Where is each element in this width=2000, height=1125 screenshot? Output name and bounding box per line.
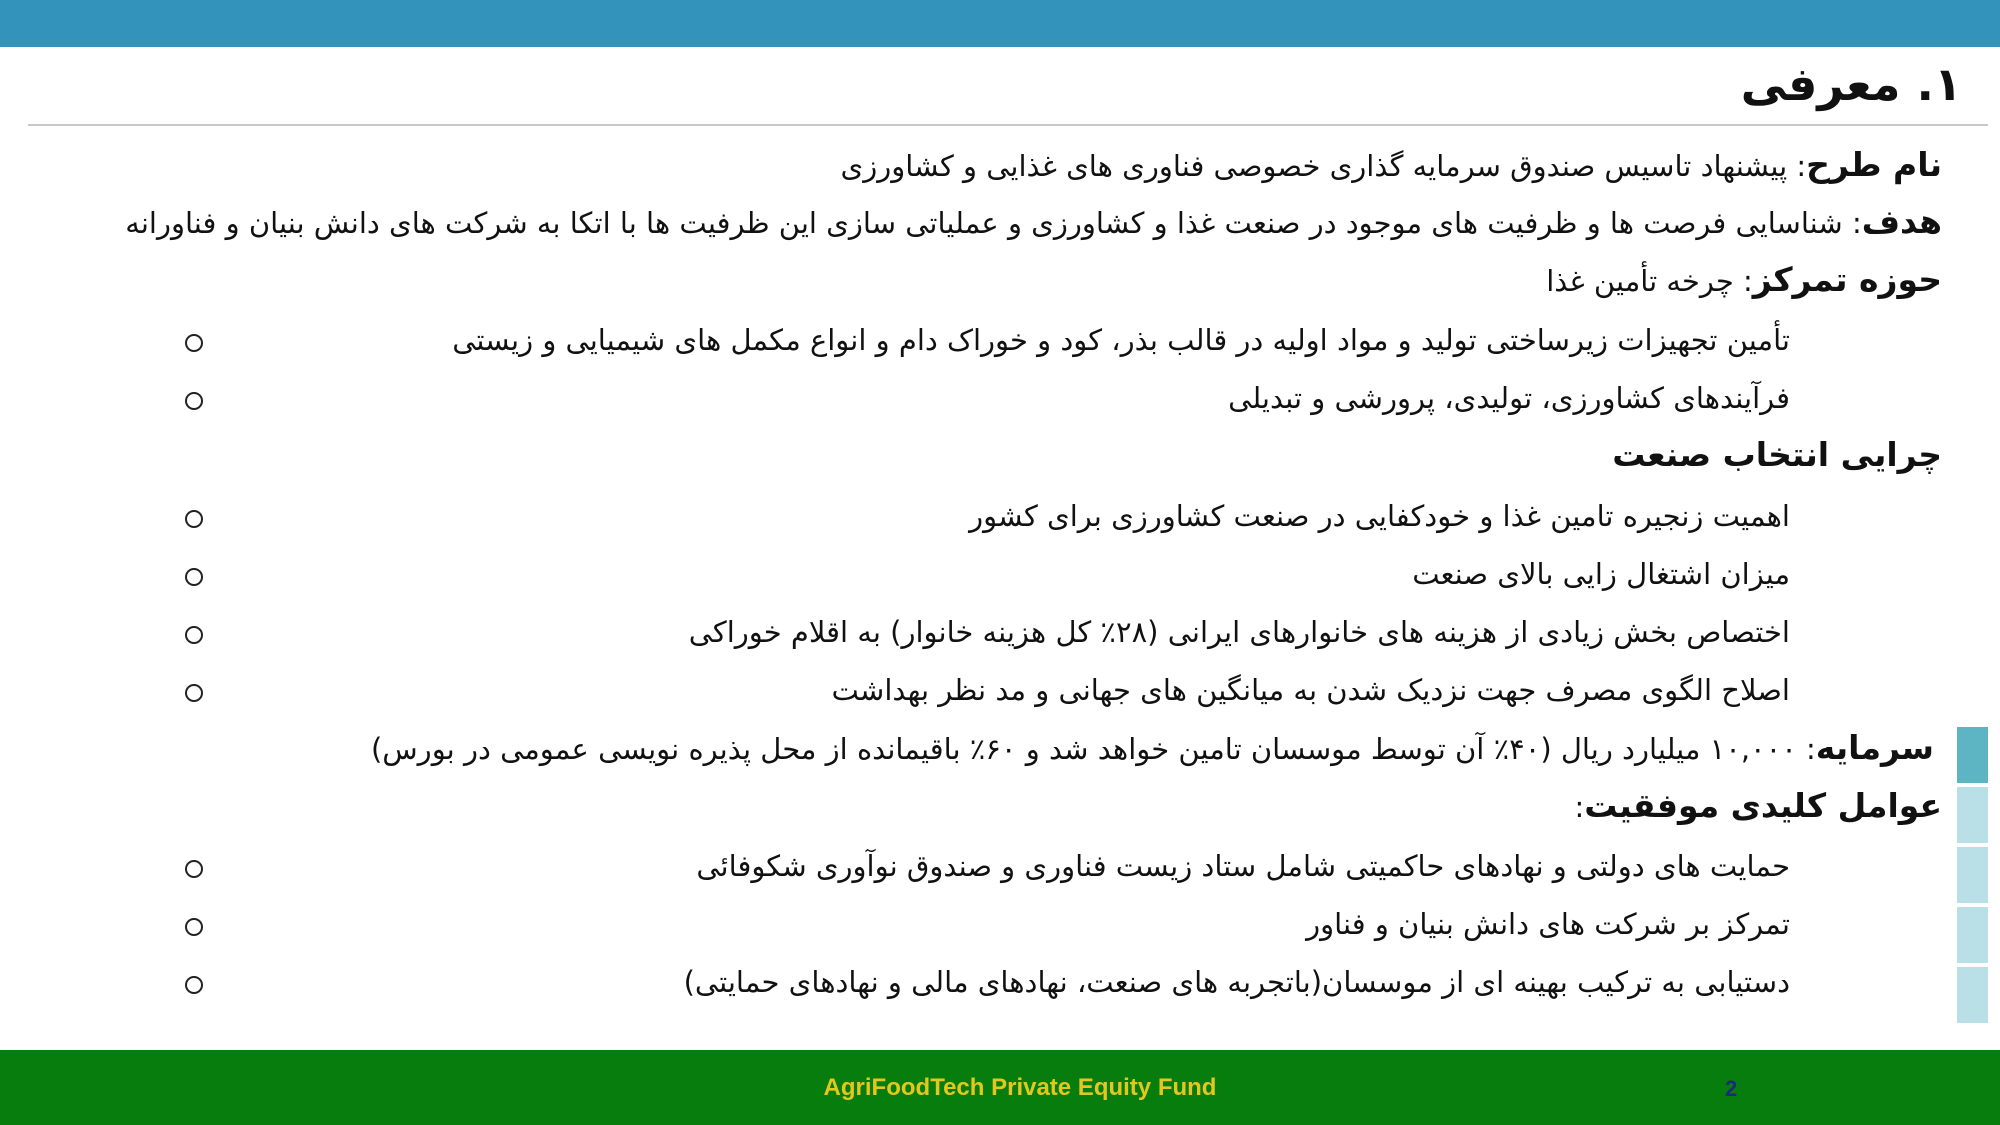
plan-line: نام طرح: پیشنهاد تاسیس صندوق سرمایه گذاری خصوصی فناوری های غذایی و کشاورزی: [840, 145, 1942, 184]
why-item: اختصاص بخش زیادی از هزینه های خانوارهای ایرانی (۲۸٪ کل هزینه خانوار) به اقلام خوراکی: [688, 615, 1790, 649]
why-item: اصلاح الگوی مصرف جهت نزدیک شدن به میانگین های جهانی و مد نظر بهداشت: [831, 673, 1790, 707]
side-decoration: [1957, 727, 1988, 1027]
title-divider: [28, 124, 1988, 126]
side-block: [1957, 907, 1988, 963]
focus-item: فرآیندهای کشاورزی، تولیدی، پرورشی و تبدیلی: [1228, 381, 1790, 415]
success-item: تمرکز بر شرکت های دانش بنیان و فناور: [1306, 907, 1790, 941]
bullet-marker: [185, 860, 203, 878]
bullet-marker: [185, 626, 203, 644]
bullet-marker: [185, 568, 203, 586]
plan-label: نام طرح: [1806, 145, 1942, 184]
focus-line: حوزه تمرکز: چرخه تأمین غذا: [1546, 260, 1942, 299]
capital-line: سرمایه: ۱۰,۰۰۰ میلیارد ریال (۴۰٪ آن توسط موسسان تامین خواهد شد و ۶۰٪ باقیمانده از محل پذیره نویسی عمومی در بورس): [370, 728, 1934, 767]
bullet-marker: [185, 392, 203, 410]
side-block: [1957, 727, 1988, 783]
top-accent-bar: [0, 0, 2000, 47]
focus-text: چرخه تأمین غذا: [1546, 264, 1734, 298]
success-item: دستیابی به ترکیب بهینه ای از موسسان(باتجربه های صنعت، نهادهای مالی و نهادهای حمایتی): [683, 965, 1790, 999]
why-heading: چرایی انتخاب صنعت: [1612, 435, 1942, 474]
page-number: 2: [1725, 1076, 1738, 1101]
capital-text: ۱۰,۰۰۰ میلیارد ریال (۴۰٪ آن توسط موسسان تامین خواهد شد و ۶۰٪ باقیمانده از محل پذیره نویسی عمومی در بورس): [370, 732, 1797, 766]
capital-label: سرمایه: [1815, 728, 1934, 767]
side-block: [1957, 967, 1988, 1023]
side-block: [1957, 787, 1988, 843]
bullet-marker: [185, 976, 203, 994]
success-heading: عوامل کلیدی موفقیت: [1584, 786, 1942, 825]
side-block: [1957, 847, 1988, 903]
success-line: عوامل کلیدی موفقیت:: [1574, 786, 1942, 825]
bullet-marker: [185, 684, 203, 702]
slide-title: ۱. معرفی: [1740, 57, 1962, 111]
focus-item: تأمین تجهیزات زیرساختی تولید و مواد اولیه در قالب بذر، کود و خوراک دام و انواع مکمل های شیمیایی و زیستی: [452, 323, 1790, 357]
bullet-marker: [185, 334, 203, 352]
success-item: حمایت های دولتی و نهادهای حاکمیتی شامل ستاد زیست فناوری و صندوق نوآوری شکوفائی: [696, 849, 1790, 883]
goal-line: هدف: شناسایی فرصت ها و ظرفیت های موجود در صنعت غذا و کشاورزی و عملیاتی سازی این ظرفیت ها با اتکا به شرکت های دانش بنیان و فناورانه: [125, 202, 1942, 241]
why-item: اهمیت زنجیره تامین غذا و خودکفایی در صنعت کشاورزی برای کشور: [969, 499, 1790, 533]
focus-label: حوزه تمرکز: [1752, 260, 1942, 299]
why-item: میزان اشتغال زایی بالای صنعت: [1412, 557, 1790, 591]
bullet-marker: [185, 918, 203, 936]
plan-text: پیشنهاد تاسیس صندوق سرمایه گذاری خصوصی فناوری های غذایی و کشاورزی: [840, 149, 1788, 183]
goal-label: هدف: [1861, 202, 1942, 241]
goal-text: شناسایی فرصت ها و ظرفیت های موجود در صنعت غذا و کشاورزی و عملیاتی سازی این ظرفیت ها با اتکا به شرکت های دانش بنیان و فناورانه: [125, 206, 1843, 240]
footer-title: AgriFoodTech Private Equity Fund: [823, 1074, 1217, 1101]
bullet-marker: [185, 510, 203, 528]
